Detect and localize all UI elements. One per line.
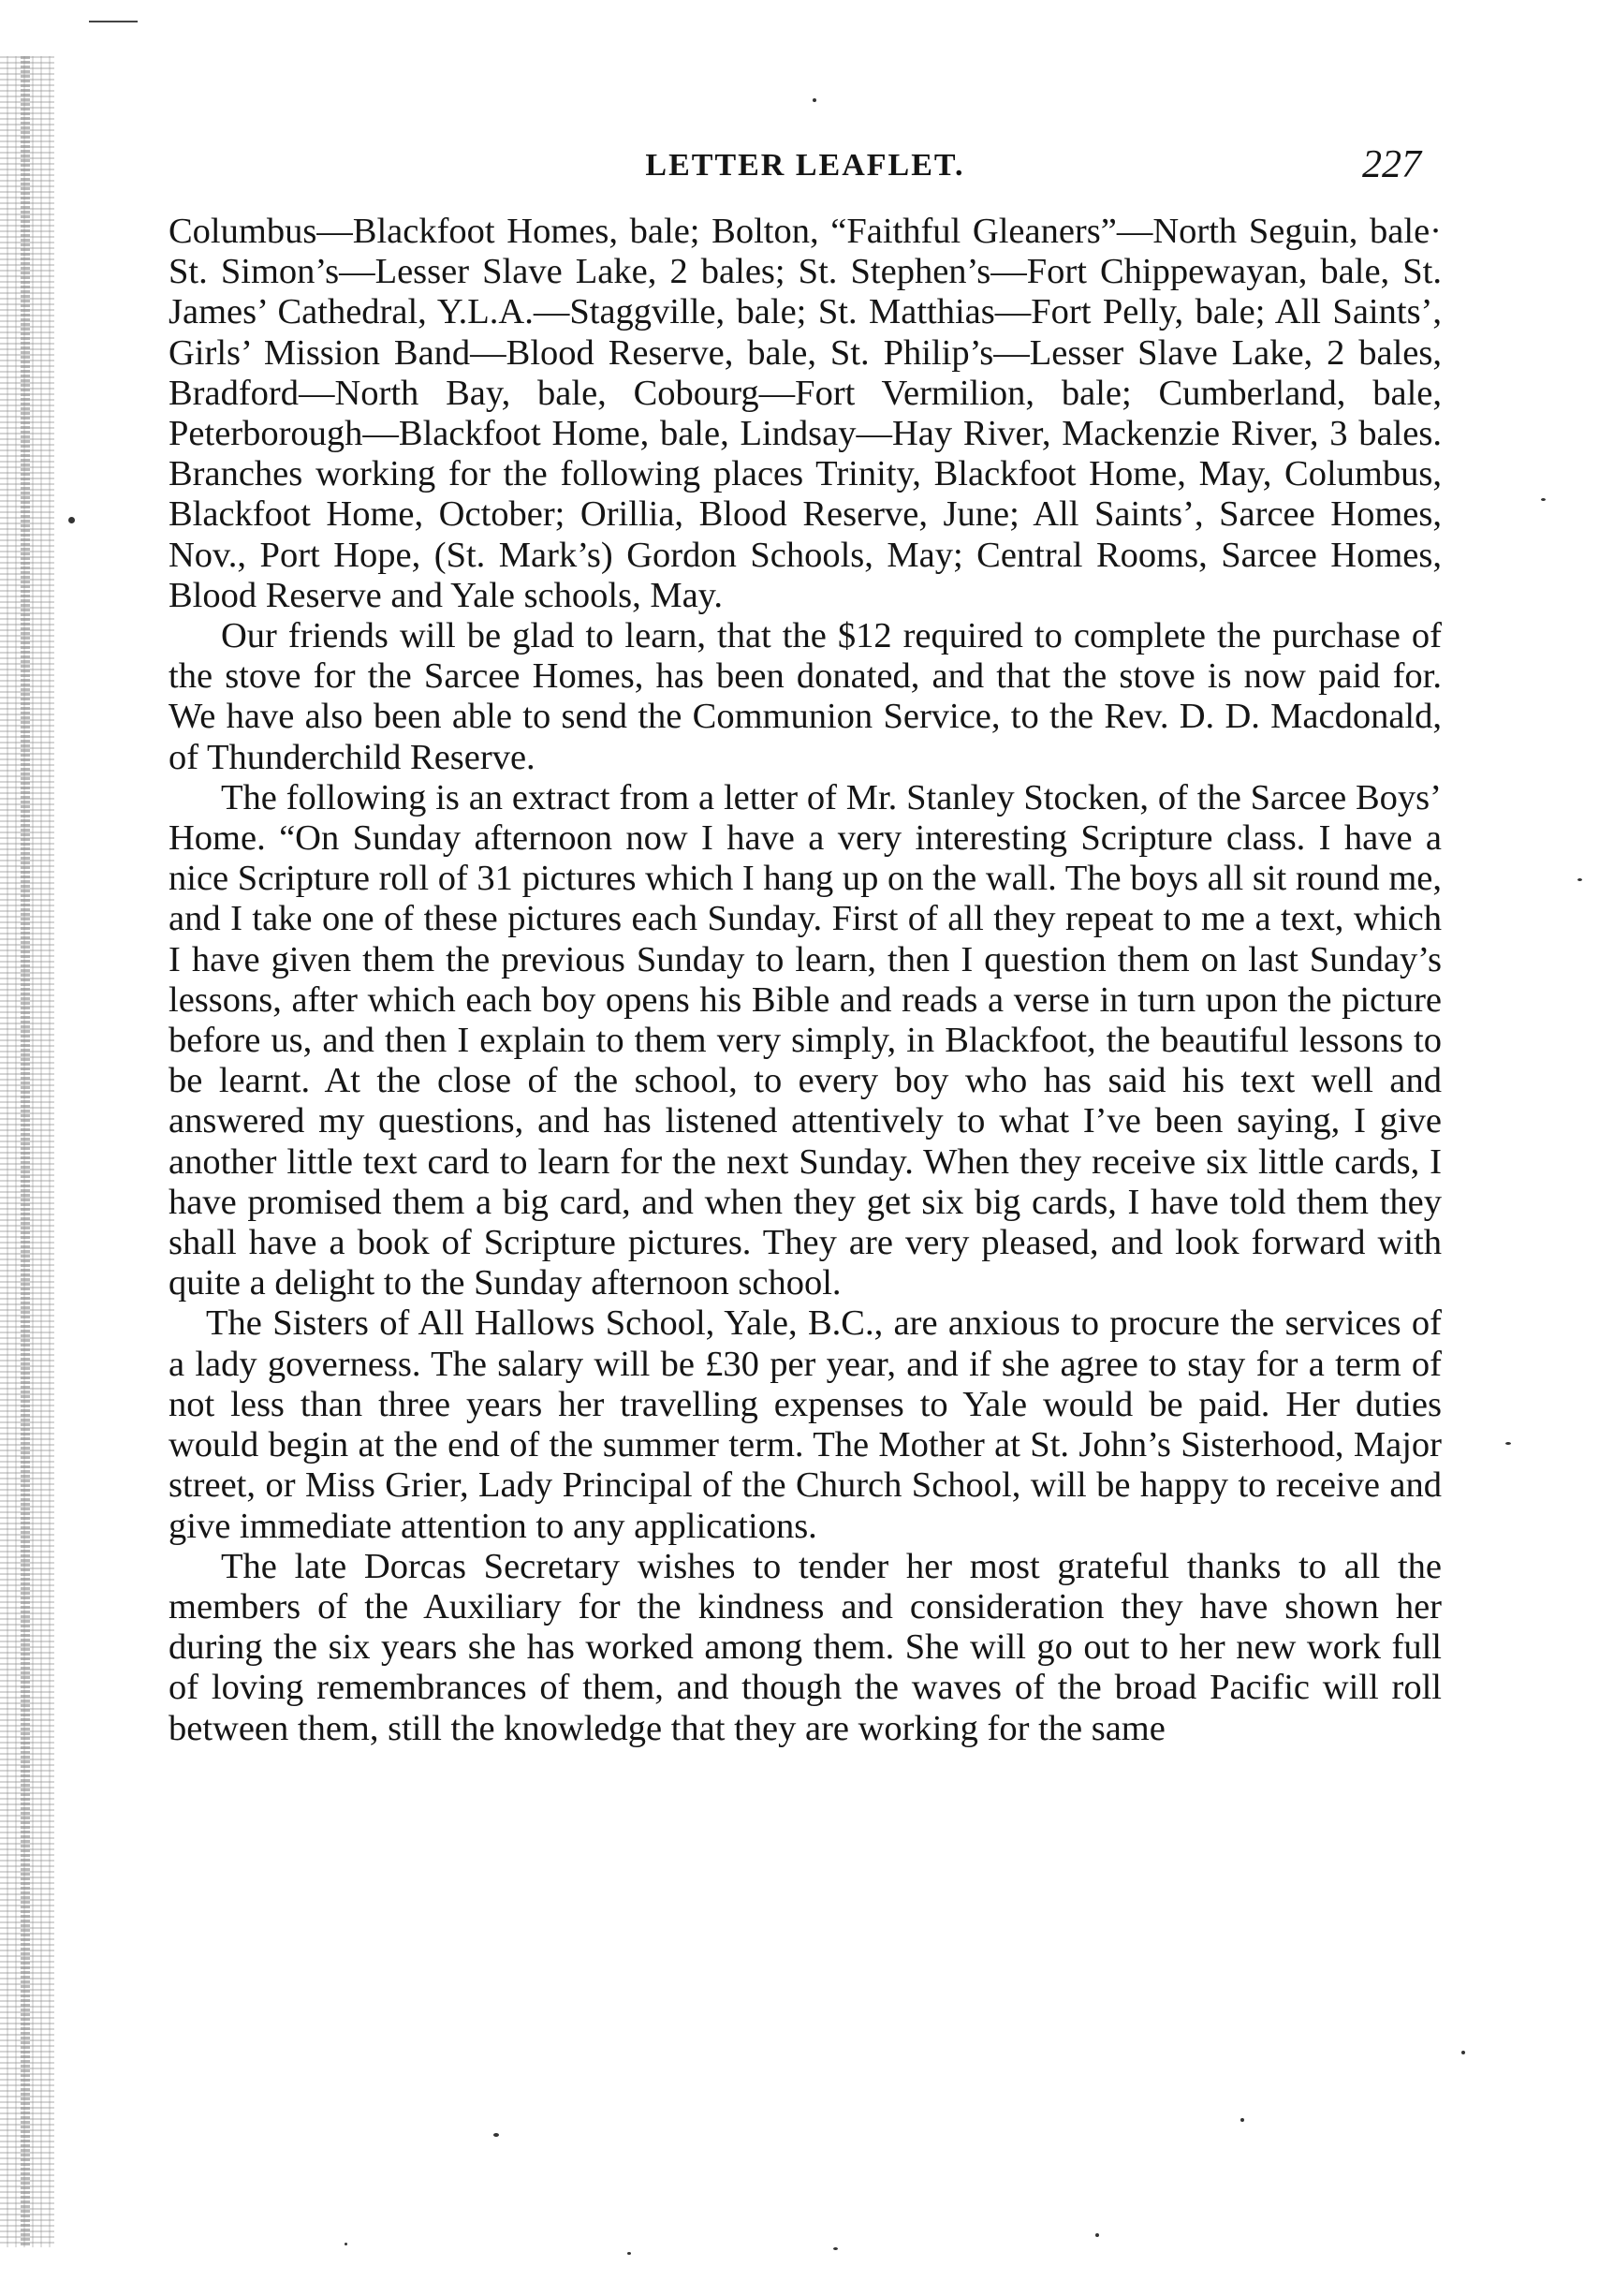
scan-speck	[627, 2252, 631, 2255]
scan-speck	[345, 2243, 347, 2245]
running-title: LETTER LEAFLET.	[645, 148, 965, 183]
scan-speck	[1541, 498, 1546, 501]
scan-speck	[1505, 1442, 1511, 1445]
page-number: 227	[1362, 143, 1421, 186]
scan-speck	[1240, 2118, 1244, 2122]
running-head	[169, 140, 1442, 197]
page-body	[169, 212, 1442, 1749]
scan-speck	[68, 517, 75, 523]
scan-speck	[493, 2133, 499, 2137]
binding-edge	[0, 56, 54, 2247]
paragraph-stocken-letter: The following is an extract from a letter of Mr. Stanley Stocken, of the Sarcee Boys’ Home. “On Sunday afternoon now I have a very interesting Scripture class. I have a nice Scripture roll of 31 pictures which I hang up on the wall. The boys all sit round me, and I take one of these pictures each Sunday. First of all they repeat to me a text, which I have given them the previous Sunday to learn, then I question them on last Sunday’s lessons, after which each boy opens his Bible and reads a verse in turn upon the picture before us, and then I explain to them very simply, in Blackfoot, the beautiful lessons to be learnt. At the close of the school, to every boy who has said his text well and answered my questions, and has listened attentively to what I’ve been saying, I give another little text card to learn for the next Sunday. When they receive six little cards, I have promised them a big card, and when they get six big cards, I have told them they shall have a book of Scripture pictures. They are very pleased, and look forward with quite a delight to the Sunday afternoon school.	[169, 777, 1442, 1303]
paragraph-bale-list: Columbus—Blackfoot Homes, bale; Bolton, “Faithful Gleaners”—North Seguin, bale· St. Simon’s—Lesser Slave Lake, 2 bales; St. Stephen’s—Fort Chippewayan, bale, St. James’ Cathedral, Y.L.A.—Staggville, bale; St. Matthias—Fort Pelly, bale; All Saints’, Girls’ Mission Band—Blood Reserve, bale, St. Philip’s—Lesser Slave Lake, 2 bales, Bradford—North Bay, bale, Cobourg—Fort Vermilion, bale; Cumberland, bale, Peterborough—Blackfoot Home, bale, Lindsay—Hay River, Mackenzie River, 3 bales. Branches working for the following places Trinity, Blackfoot Home, May, Columbus, Blackfoot Home, October; Orillia, Blood Reserve, June; All Saints’, Sarcee Homes, Nov., Port Hope, (St. Mark’s) Gordon Schools, May; Central Rooms, Sarcee Homes, Blood Reserve and Yale schools, May.	[169, 212, 1442, 615]
scan-speck	[1095, 2233, 1099, 2237]
scan-speck	[1461, 2051, 1465, 2054]
paragraph-dorcas-secretary: The late Dorcas Secretary wishes to tender her most grateful thanks to all the members of the Auxiliary for the kindness and consideration they have shown her during the six years she has worked among them. She will go out to her new work full of loving remembrances of them, and though the waves of the broad Pacific will roll between them, still the knowledge that they are working for the same	[169, 1546, 1442, 1748]
paragraph-all-hallows-governess: The Sisters of All Hallows School, Yale, B.C., are anxious to procure the services of a lady governess. The salary will be £30 per year, and if she agree to stay for a term of not less than three years her travelling expenses to Yale would be paid. Her duties would begin at the end of the summer term. The Mother at St. John’s Sisterhood, Major street, or Miss Grier, Lady Principal of the Church School, will be happy to receive and give immediate attention to any applications.	[169, 1303, 1442, 1546]
paragraph-stove-donation: Our friends will be glad to learn, that the $12 required to complete the purchase of the stove for the Sarcee Homes, has been donated, and that the stove is now paid for. We have also been able to send the Communion Service, to the Rev. D. D. Macdonald, of Thunderchild Reserve.	[169, 616, 1442, 777]
scan-speck	[1577, 878, 1582, 881]
corner-mark	[89, 21, 138, 22]
scan-speck	[833, 2247, 838, 2250]
scan-speck	[813, 98, 816, 102]
